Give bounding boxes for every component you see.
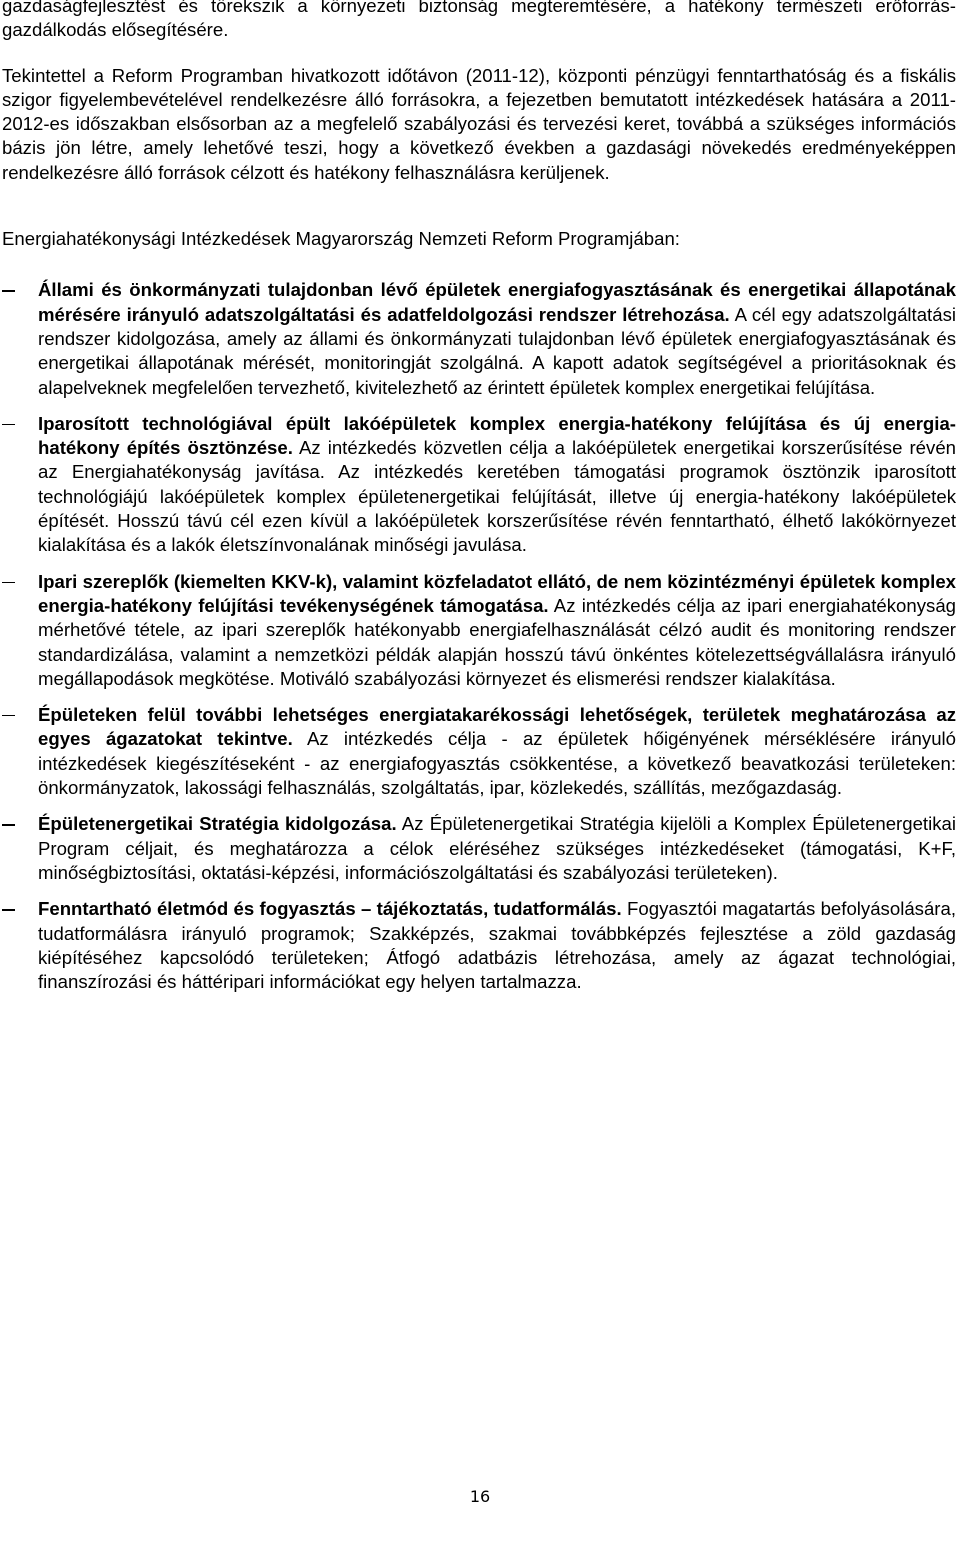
dash-bullet <box>2 290 15 291</box>
measure-title: Iparosított technológiával épült lakóépületek komplex energia-hatékony felújítása és új energia-hatékony építés ösztönzése. <box>38 412 956 459</box>
measure-title: Fenntartható életmód és fogyasztás – tájékoztatás, tudatformálás. <box>38 898 622 920</box>
measure-title: Épületenergetikai Stratégia kidolgozása. <box>38 813 397 835</box>
dash-bullet <box>2 909 15 910</box>
measures-list <box>2 278 956 994</box>
measure-title: Állami és önkormányzati tulajdonban lévő épületek energiafogyasztásának és energetikai állapotának mérésére irányuló adatszolgáltatási és adatfeldolgozási rendszer létrehozása. <box>38 279 956 325</box>
list-item <box>2 812 956 885</box>
list-item <box>2 278 956 399</box>
measure-description: Az intézkedés közvetlen célja a lakóépületek energetikai korszerűsítése révén az Energiahatékonyság javítása. Az intézkedés keretében támogatási programok ösztönzik iparosított technológiájú lakóépületek komplex épületenergetikai felújítását, illetve új energia-hatékony lakóépületek építését. Hosszú távú cél ezen kívül a lakóépületek korszerűsítése révén fenntartható, élhető lakókörnyezet kialakítása és a lakók életszínvonalának minőségi javulása. <box>38 437 957 556</box>
document-page <box>2 0 956 1006</box>
list-item <box>2 570 956 691</box>
measure-description: Fogyasztói magatartás befolyásolására, tudatformálásra irányuló programok; Szakképzés, szakmai továbbképzés fejlesztése a zöld gazdaság kiépítéséhez kapcsolódó területeken; Átfogó adatbázis létrehozása, amely az ágazat technológiai, finanszírozási és háttéripari információkat egy helyen tartalmazza. <box>38 898 956 993</box>
list-item <box>2 412 956 558</box>
dash-bullet <box>2 582 15 583</box>
paragraph-intro-continuation: gazdaságfejlesztést és törekszik a környezeti biztonság megteremtésére, a hatékony természeti erőforrás-gazdálkodás elősegítésére. <box>2 0 956 41</box>
dash-bullet <box>2 824 15 825</box>
list-item <box>2 703 956 800</box>
measure-description: Az Épületenergetikai Stratégia kijelöli a Komplex Épületenergetikai Program céljait, és meghatározza a célok eléréséhez szükséges intézkedéseket (támogatási, K+F, minőségbiztosítási, oktatási-képzési, információszolgáltatási és szabályozási területeken). <box>38 813 956 883</box>
measure-title: Épületeken felül további lehetséges energiatakarékossági lehetőségek, területek meghatározása az egyes ágazatokat tekintve. <box>38 704 956 750</box>
list-item <box>2 897 956 994</box>
dash-bullet <box>2 424 15 425</box>
paragraph-reform-program: Tekintettel a Reform Programban hivatkozott időtávon (2011-12), központi pénzügyi fenntarthatóság és a fiskális szigor figyelembevételével rendelkezésre álló forrásokra, a fejezetben bemutatott intézkedések hatására a 2011-2012-es időszakban elsősorban az a megfelelő szabályozási és tervezési keret, továbbá a szükséges információs bázis jön létre, amely lehetővé teszi, hogy a következő években a gazdasági növekedés eredményeképpen rendelkezésre álló források célzott és hatékony felhasználásra kerüljenek. <box>2 64 956 183</box>
measure-title: Ipari szereplők (kiemelten KKV-k), valamint közfeladatot ellátó, de nem közintézményi épületek komplex energia-hatékony felújítási tevékenységének támogatása. <box>38 570 956 616</box>
measure-description: Az intézkedés célja - az épületek hőigényének mérséklésére irányuló intézkedések kiegészítéseként - az energiafogyasztás csökkentése, a következő beavatkozási területeken: önkormányzatok, lakossági felhasználás, szolgáltatás, ipar, közlekedés, szállítás, mezőgazdaság. <box>38 728 957 799</box>
dash-bullet <box>2 715 15 716</box>
measures-intro: Energiahatékonysági Intézkedések Magyarország Nemzeti Reform Programjában: <box>2 228 680 250</box>
measure-description: Az intézkedés célja az ipari energiahatékonyság mérhetővé tétele, az ipari szereplők hatékonyabb energiafelhasználását célzó audit és monitoring rendszer standardizálása, valamint a nemzetközi példák alapján hosszú távú önkéntes kötelezettségvállalásra irányuló megállapodások megkötése. Motiváló szabályozási környezet és elismerési rendszer kialakítása. <box>38 594 957 689</box>
measure-description: A cél egy adatszolgáltatási rendszer kidolgozása, amely az állami és önkormányzati tulajdonban lévő épületek energiafogyasztásának és energetikai állapotának mérését, monitoringját szolgálná. A kapott adatok segítségével a prioritásoknak és alapelveknek megfelelően tervezhető, kivitelezhető az érintett épületek komplex energetikai felújítása. <box>38 303 956 398</box>
page-number: 16 <box>469 1487 491 1506</box>
